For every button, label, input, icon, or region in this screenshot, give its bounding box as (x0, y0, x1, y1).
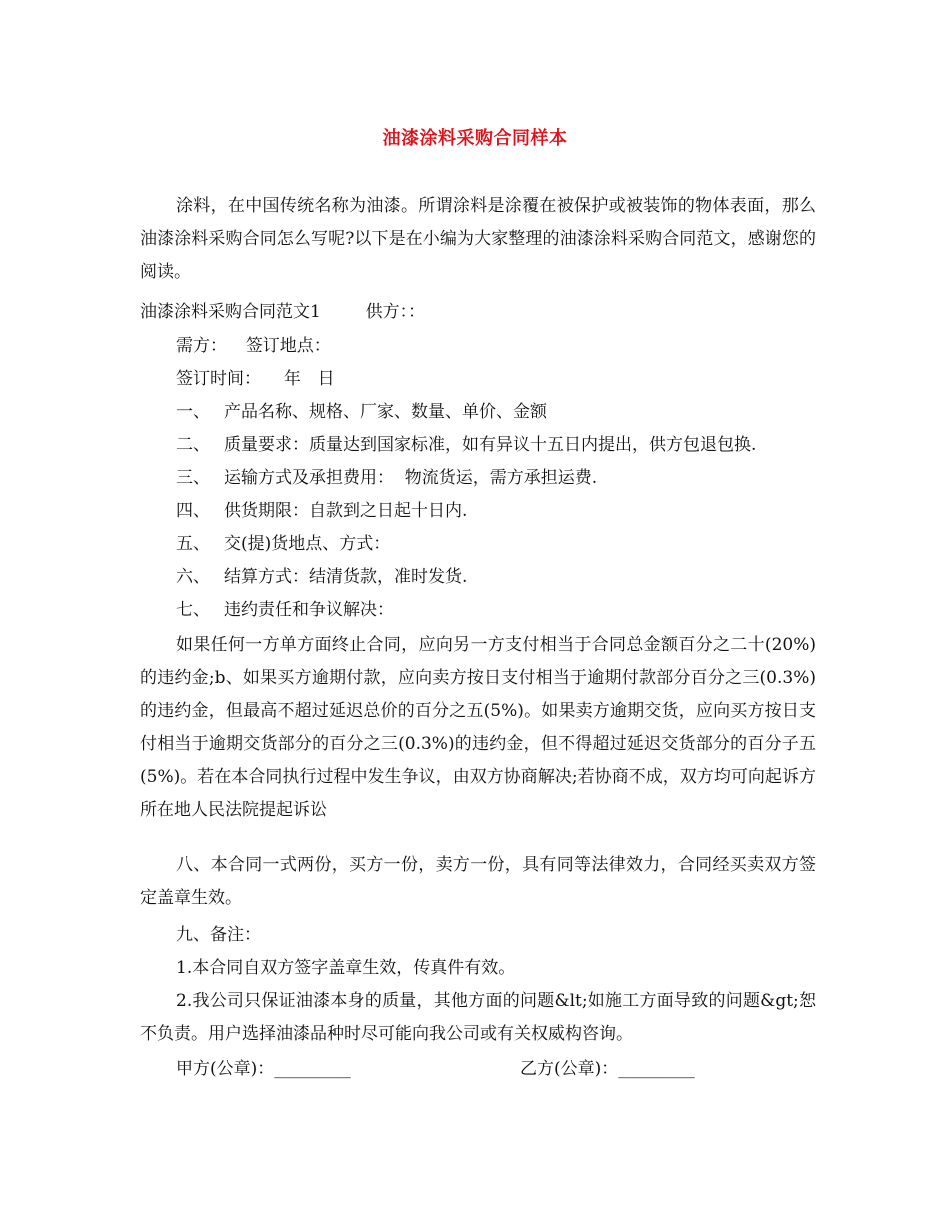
buyer-label: 需方： (176, 336, 227, 356)
clause-number: 五、 (176, 534, 210, 554)
clause-text: 结算方式：结清货款，准时发货. (224, 567, 468, 587)
intro-paragraph: 涂料，在中国传统名称为油漆。所谓涂料是涂覆在被保护或被装饰的物体表面，那么油漆涂料采购合同怎么写呢?以下是在小编为大家整理的油漆涂料采购合同范文，感谢您的阅读。 (140, 196, 816, 282)
party-b-signature: 乙方(公章)：_________ (520, 1059, 695, 1079)
sign-time-label: 签订时间： (176, 369, 261, 389)
clause-2 (176, 429, 756, 462)
remark-1: 1.本合同自双方签字盖章生效，传真件有效。 (176, 958, 516, 978)
year-label: 年 (283, 369, 301, 389)
clause-4 (176, 495, 467, 528)
clause-text: 违约责任和争议解决： (224, 600, 394, 620)
clause-1 (176, 396, 547, 429)
sign-time-line (176, 363, 335, 396)
clause-text: 供货期限：自款到之日起十日内. (224, 501, 468, 521)
clause-text: 交(提)货地点、方式： (224, 534, 391, 554)
party-a-signature: 甲方(公章)：_________ (176, 1059, 351, 1079)
clause-8-paragraph: 八、本合同一式两份，买方一份，卖方一份，具有同等法律效力，合同经买卖双方签定盖章生效。 (140, 855, 816, 908)
remarks-heading: 九、备注： (176, 925, 261, 945)
sample-heading-line (140, 296, 425, 329)
clause-number: 三、 (176, 468, 210, 488)
document-title: 油漆涂料采购合同样本 (382, 128, 568, 149)
breach-paragraph: 如果任何一方单方面终止合同，应向另一方支付相当于合同总金额百分之二十(20%)的违约金;b、如果买方逾期付款，应向卖方按日支付相当于逾期付款部分百分之三(0.3%)的违约金，但最高不超过延迟总价的百分之五(5%)。如果卖方逾期交货，应向买方按日支付相当于逾期交货部分的百分之三(0.3%)的违约金，但不得超过延迟交货部分的百分子五(5%)。若在本合同执行过程中发生争议，由双方协商解决;若协商不成，双方均可向起诉方所在地人民法院提起诉讼 (140, 635, 816, 820)
clause-text: 运输方式及承担费用： 物流货运，需方承担运费. (224, 468, 598, 488)
supplier-label: 供方：： (365, 302, 426, 322)
clause-6 (176, 561, 467, 594)
buyer-line (176, 330, 331, 363)
clause-number: 四、 (176, 501, 210, 521)
clause-number: 一、 (176, 402, 210, 422)
clause-3 (176, 462, 597, 495)
clause-number: 六、 (176, 567, 210, 587)
sample-heading: 油漆涂料采购合同范文1 (140, 302, 321, 322)
clause-text: 质量要求：质量达到国家标准，如有异议十五日内提出，供方包退包换. (224, 435, 757, 455)
clause-number: 二、 (176, 435, 210, 455)
clause-7 (176, 594, 394, 627)
day-label: 日 (317, 369, 335, 389)
remark-2: 2.我公司只保证油漆本身的质量，其他方面的问题&lt;如施工方面导致的问题&gt;恕不负责。用户选择油漆品种时尽可能向我公司或有关权威构咨询。 (140, 991, 816, 1044)
sign-place-label: 签订地点： (245, 336, 331, 356)
clause-text: 产品名称、规格、厂家、数量、单价、金额 (224, 402, 547, 422)
clause-number: 七、 (176, 600, 210, 620)
clause-5 (176, 528, 390, 561)
